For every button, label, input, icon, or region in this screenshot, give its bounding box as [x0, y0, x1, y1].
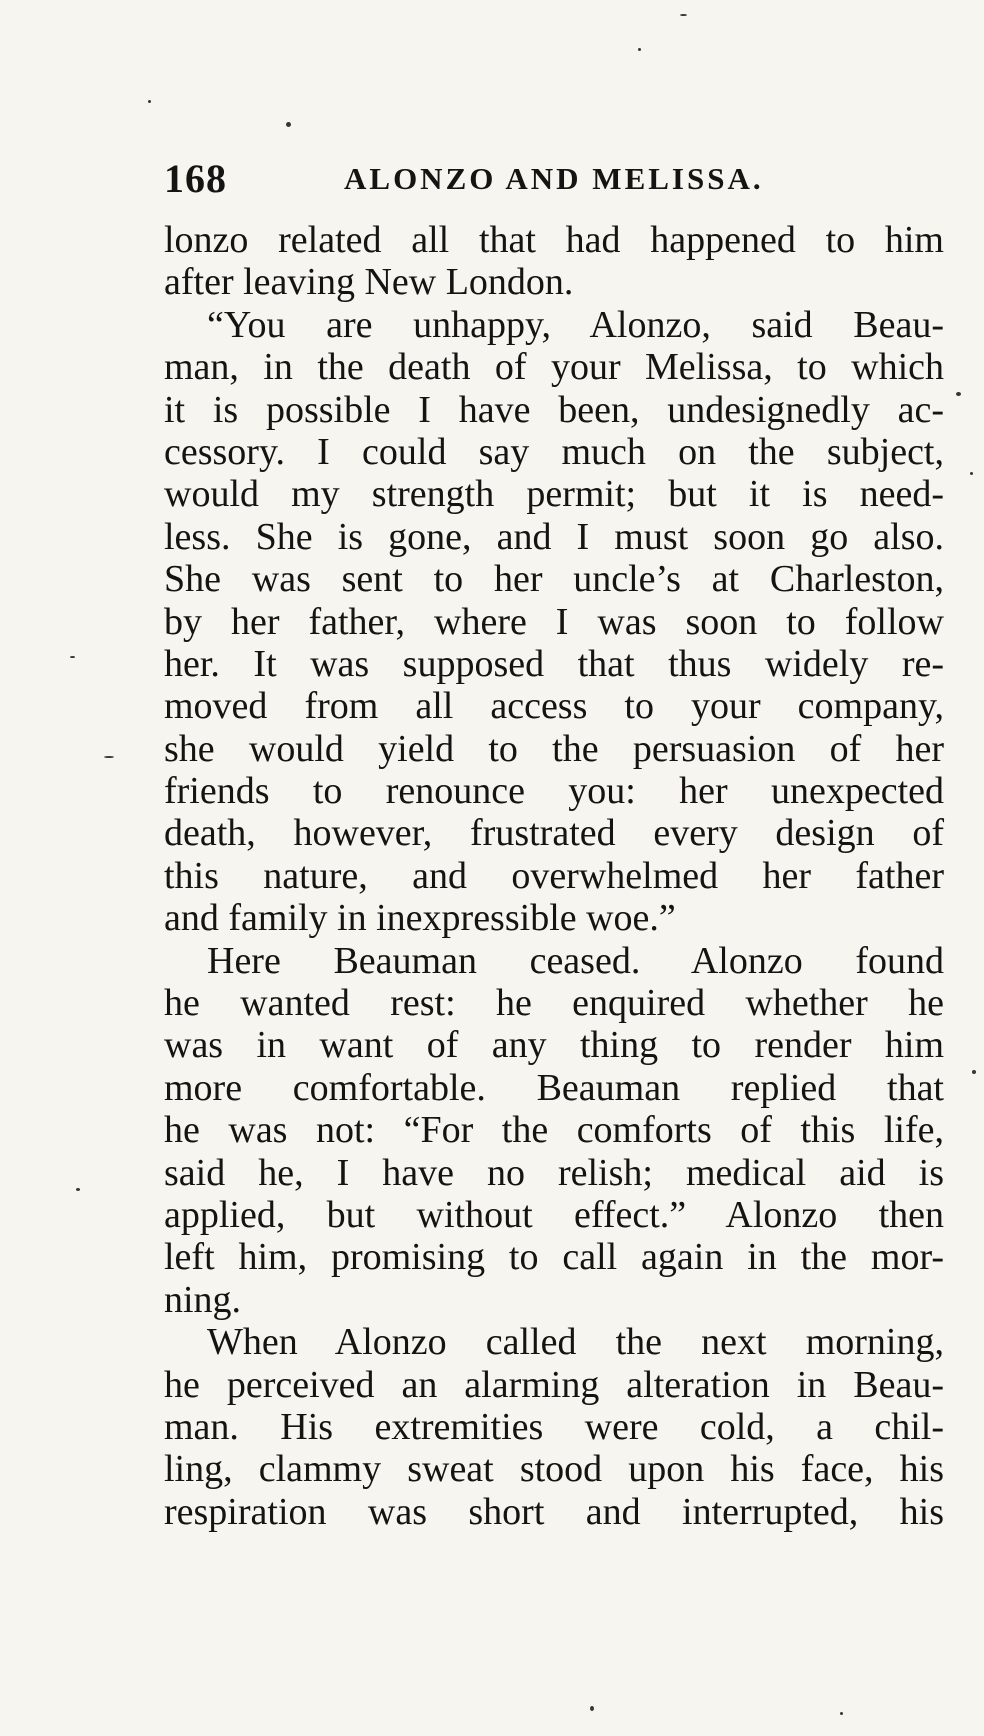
- text-line: by her father, where I was soon to follow: [164, 600, 944, 643]
- paper-speck: [70, 656, 75, 658]
- text-line: this nature, and overwhelmed her father: [164, 854, 944, 897]
- text-line: respiration was short and interrupted, his: [164, 1490, 944, 1533]
- paper-speck: [956, 392, 961, 396]
- text-line: cessory. I could say much on the subject,: [164, 430, 944, 473]
- text-line: her. It was supposed that thus widely re-: [164, 642, 944, 685]
- text-line: more comfortable. Beauman replied that: [164, 1066, 944, 1109]
- page-number: 168: [164, 156, 227, 201]
- text-line: lonzo related all that had happened to him: [164, 219, 944, 261]
- text-line: She was sent to her uncle’s at Charleston,: [164, 558, 944, 601]
- paper-speck: [286, 122, 291, 127]
- text-line: he was not: “For the comforts of this life,: [164, 1109, 944, 1152]
- text-line: less. She is gone, and I must soon go also.: [164, 515, 944, 558]
- text-line: When Alonzo called the next morning,: [207, 1321, 944, 1364]
- paper-speck: [840, 1712, 843, 1715]
- text-line: moved from all access to your company,: [164, 685, 944, 728]
- paper-speck: [76, 1188, 80, 1191]
- text-line: “You are unhappy, Alonzo, said Beau-: [207, 303, 944, 346]
- paper-speck: [638, 48, 641, 51]
- page-header: [164, 155, 944, 205]
- text-line: death, however, frustrated every design of: [164, 812, 944, 855]
- text-line: left him, promising to call again in the mor-: [164, 1236, 944, 1279]
- text-line: ning.: [164, 1278, 242, 1321]
- text-line: man. His extremities were cold, a chil-: [164, 1405, 944, 1448]
- text-line: man, in the death of your Melissa, to which: [164, 346, 944, 389]
- text-line: applied, but without effect.” Alonzo then: [164, 1193, 944, 1236]
- text-line: she would yield to the persuasion of her: [164, 727, 944, 770]
- text-line: said he, I have no relish; medical aid is: [164, 1151, 944, 1194]
- body-text: [164, 219, 944, 1533]
- paper-speck: [972, 1070, 976, 1074]
- paper-speck: [680, 14, 687, 16]
- paper-speck: [970, 472, 973, 475]
- text-line: ling, clammy sweat stood upon his face, his: [164, 1448, 944, 1491]
- text-line: Here Beauman ceased. Alonzo found: [207, 939, 944, 982]
- text-line: it is possible I have been, undesignedly ac-: [164, 388, 944, 431]
- text-line: would my strength permit; but it is need-: [164, 473, 944, 516]
- text-line: he wanted rest: he enquired whether he: [164, 982, 944, 1025]
- text-line: he perceived an alarming alteration in Beau-: [164, 1363, 944, 1406]
- text-line: after leaving New London.: [164, 261, 574, 304]
- running-title: ALONZO AND MELISSA.: [344, 161, 764, 196]
- paper-speck: [148, 100, 151, 103]
- text-line: was in want of any thing to render him: [164, 1024, 944, 1067]
- paper-speck: [104, 756, 114, 758]
- text-line: friends to renounce you: her unexpected: [164, 770, 944, 813]
- paper-speck: [590, 1706, 594, 1711]
- text-line: and family in inexpressible woe.”: [164, 897, 676, 940]
